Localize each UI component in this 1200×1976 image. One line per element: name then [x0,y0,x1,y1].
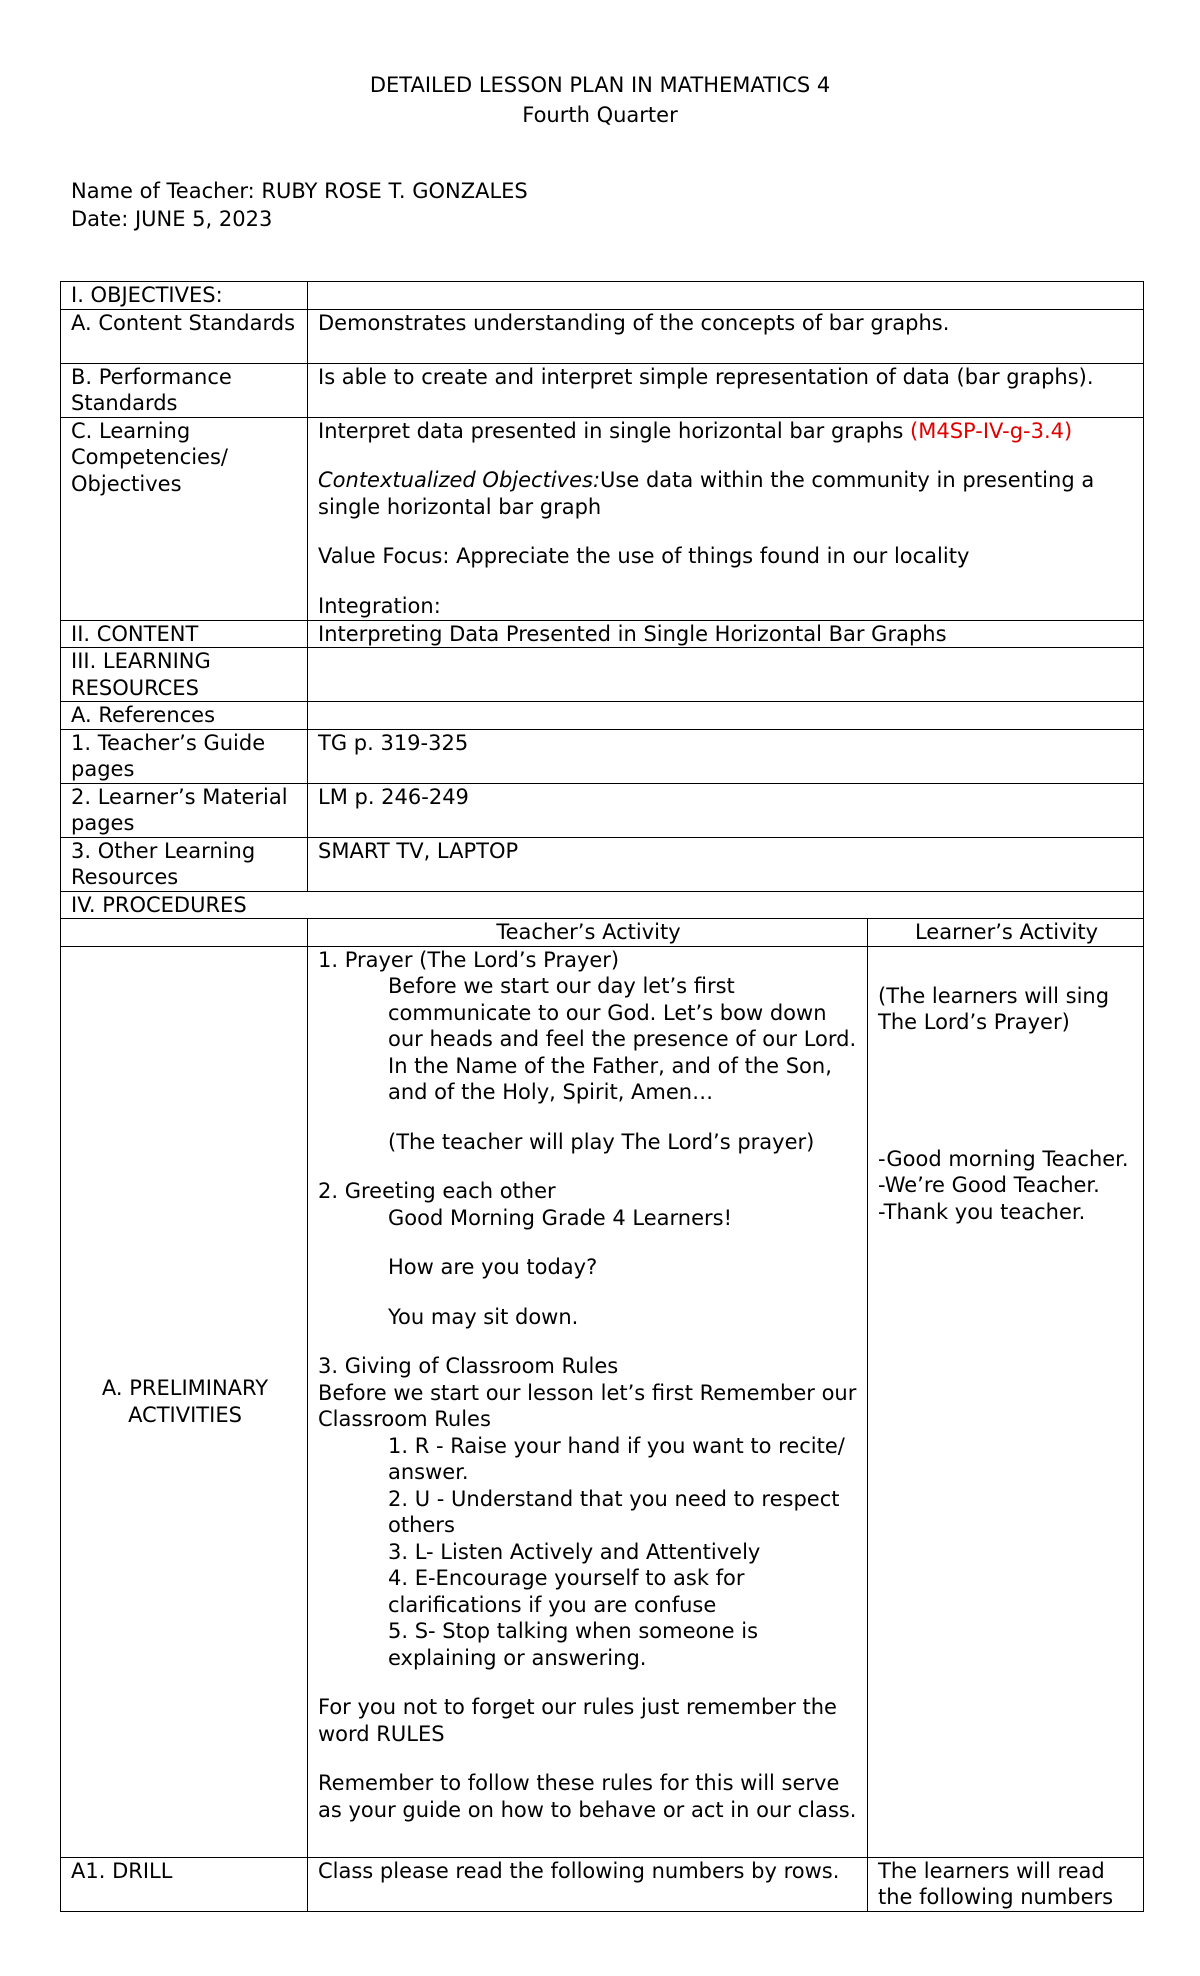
greeting-line: You may sit down. [388,1304,579,1329]
rules-follow: Remember to follow these rules for this will serve as your guide on how to behave or act in our class. [318,1771,857,1822]
learner-prayer: (The learners will sing The Lord’s Prayer) [878,983,1110,1034]
rule-item: 5. S- Stop talking when someone is explaining or answering. [388,1619,759,1670]
rule-item: 4. E-Encourage yourself to ask for clarifications if you are confuse [388,1566,745,1617]
content-standards-label: A. Content Standards [61,309,308,363]
teachers-guide-value: TG p. 319-325 [308,729,1144,783]
teacher-info [71,177,528,233]
competencies-cell [308,417,1144,620]
competency-code: (M4SP-IV-g-3.4) [910,418,1073,443]
teachers-guide-label: 1. Teacher’s Guide pages [61,729,308,783]
rule-item: 3. L- Listen Actively and Attentively [388,1539,761,1564]
rule-item: 1. R - Raise your hand if you want to recite/ answer. [388,1433,845,1484]
procedures-heading: IV. PROCEDURES [61,891,1144,919]
resources-heading: III. LEARNING RESOURCES [61,648,308,702]
learners-material-value: LM p. 246-249 [308,783,1144,837]
integration: Integration: [318,593,441,618]
learner-activity-header: Learner’s Activity [868,919,1144,947]
content-standards-text: Demonstrates understanding of the concepts of bar graphs. [308,309,1144,363]
value-focus: Value Focus: Appreciate the use of things found in our locality [318,544,970,568]
table-row [61,1857,1144,1911]
table-row [61,729,1144,783]
greeting-title: 2. Greeting each other [318,1179,556,1203]
lesson-date: Date: JUNE 5, 2023 [71,207,273,231]
table-row [61,946,1144,1857]
teacher-name: Name of Teacher: RUBY ROSE T. GONZALES [71,179,528,203]
prayer-title: 1. Prayer (The Lord’s Prayer) [318,947,620,972]
prayer-play: (The teacher will play The Lord’s prayer) [388,1129,815,1154]
competency-text: Interpret data presented in single horizontal bar graphs [318,418,911,443]
table-row [61,309,1144,363]
learner-greeting: -Thank you teacher. [878,1199,1086,1224]
preliminary-activities-label: A. PRELIMINARY ACTIVITIES [61,946,308,1857]
learner-greeting: -Good morning Teacher. [878,1146,1129,1171]
table-row [61,620,1144,648]
drill-learner-text: The learners will read the following numbers [868,1857,1144,1911]
table-row [61,919,1144,947]
document-title: DETAILED LESSON PLAN IN MATHEMATICS 4 [369,73,831,97]
performance-standards-label: B. Performance Standards [61,363,308,417]
teacher-activity-cell [308,946,868,1857]
table-row [61,363,1144,417]
rules-intro: Before we start our lesson let’s first Remember our Classroom Rules [318,1380,857,1431]
content-label: II. CONTENT [61,620,308,648]
greeting-line: How are you today? [388,1255,598,1279]
table-row [61,282,1144,310]
drill-teacher-text: Class please read the following numbers by rows. [308,1857,868,1911]
other-resources-value: SMART TV, LAPTOP [308,837,1144,891]
rules-remember: For you not to forget our rules just remember the word RULES [318,1695,837,1746]
objectives-heading: I. OBJECTIVES: [61,282,308,310]
rules-title: 3. Giving of Classroom Rules [318,1354,619,1378]
learner-activity-cell [868,946,1144,1857]
learner-greeting: -We’re Good Teacher. [878,1173,1100,1197]
document-header [0,70,1200,130]
quarter-label: Fourth Quarter [522,103,678,127]
table-row [61,891,1144,919]
references-label: A. References [61,702,308,730]
contextualized-text: Use data within the community in presenting a single horizontal bar graph [318,468,1095,519]
table-row [61,783,1144,837]
table-row [61,417,1144,620]
lesson-plan-table [60,281,1144,1912]
greeting-line: Good Morning Grade 4 Learners! [388,1205,733,1230]
learners-material-label: 2. Learner’s Material pages [61,783,308,837]
table-row [61,837,1144,891]
rule-item: 2. U - Understand that you need to respect others [388,1486,840,1537]
table-row [61,648,1144,702]
contextualized-label: Contextualized Objectives: [318,468,601,492]
performance-standards-text: Is able to create and interpret simple representation of data (bar graphs). [308,363,1144,417]
teacher-activity-header: Teacher’s Activity [308,919,868,947]
prayer-text: Before we start our day let’s first communicate to our God. Let’s bow down our heads and feel the presence of our Lord. In the Name of the Father, and of the Son, and of the Holy, Spirit, Amen… [388,974,857,1104]
competencies-label: C. Learning Competencies/ Objectives [61,417,308,620]
other-resources-label: 3. Other Learning Resources [61,837,308,891]
content-text: Interpreting Data Presented in Single Horizontal Bar Graphs [308,620,1144,648]
drill-label: A1. DRILL [61,1857,308,1911]
table-row [61,702,1144,730]
